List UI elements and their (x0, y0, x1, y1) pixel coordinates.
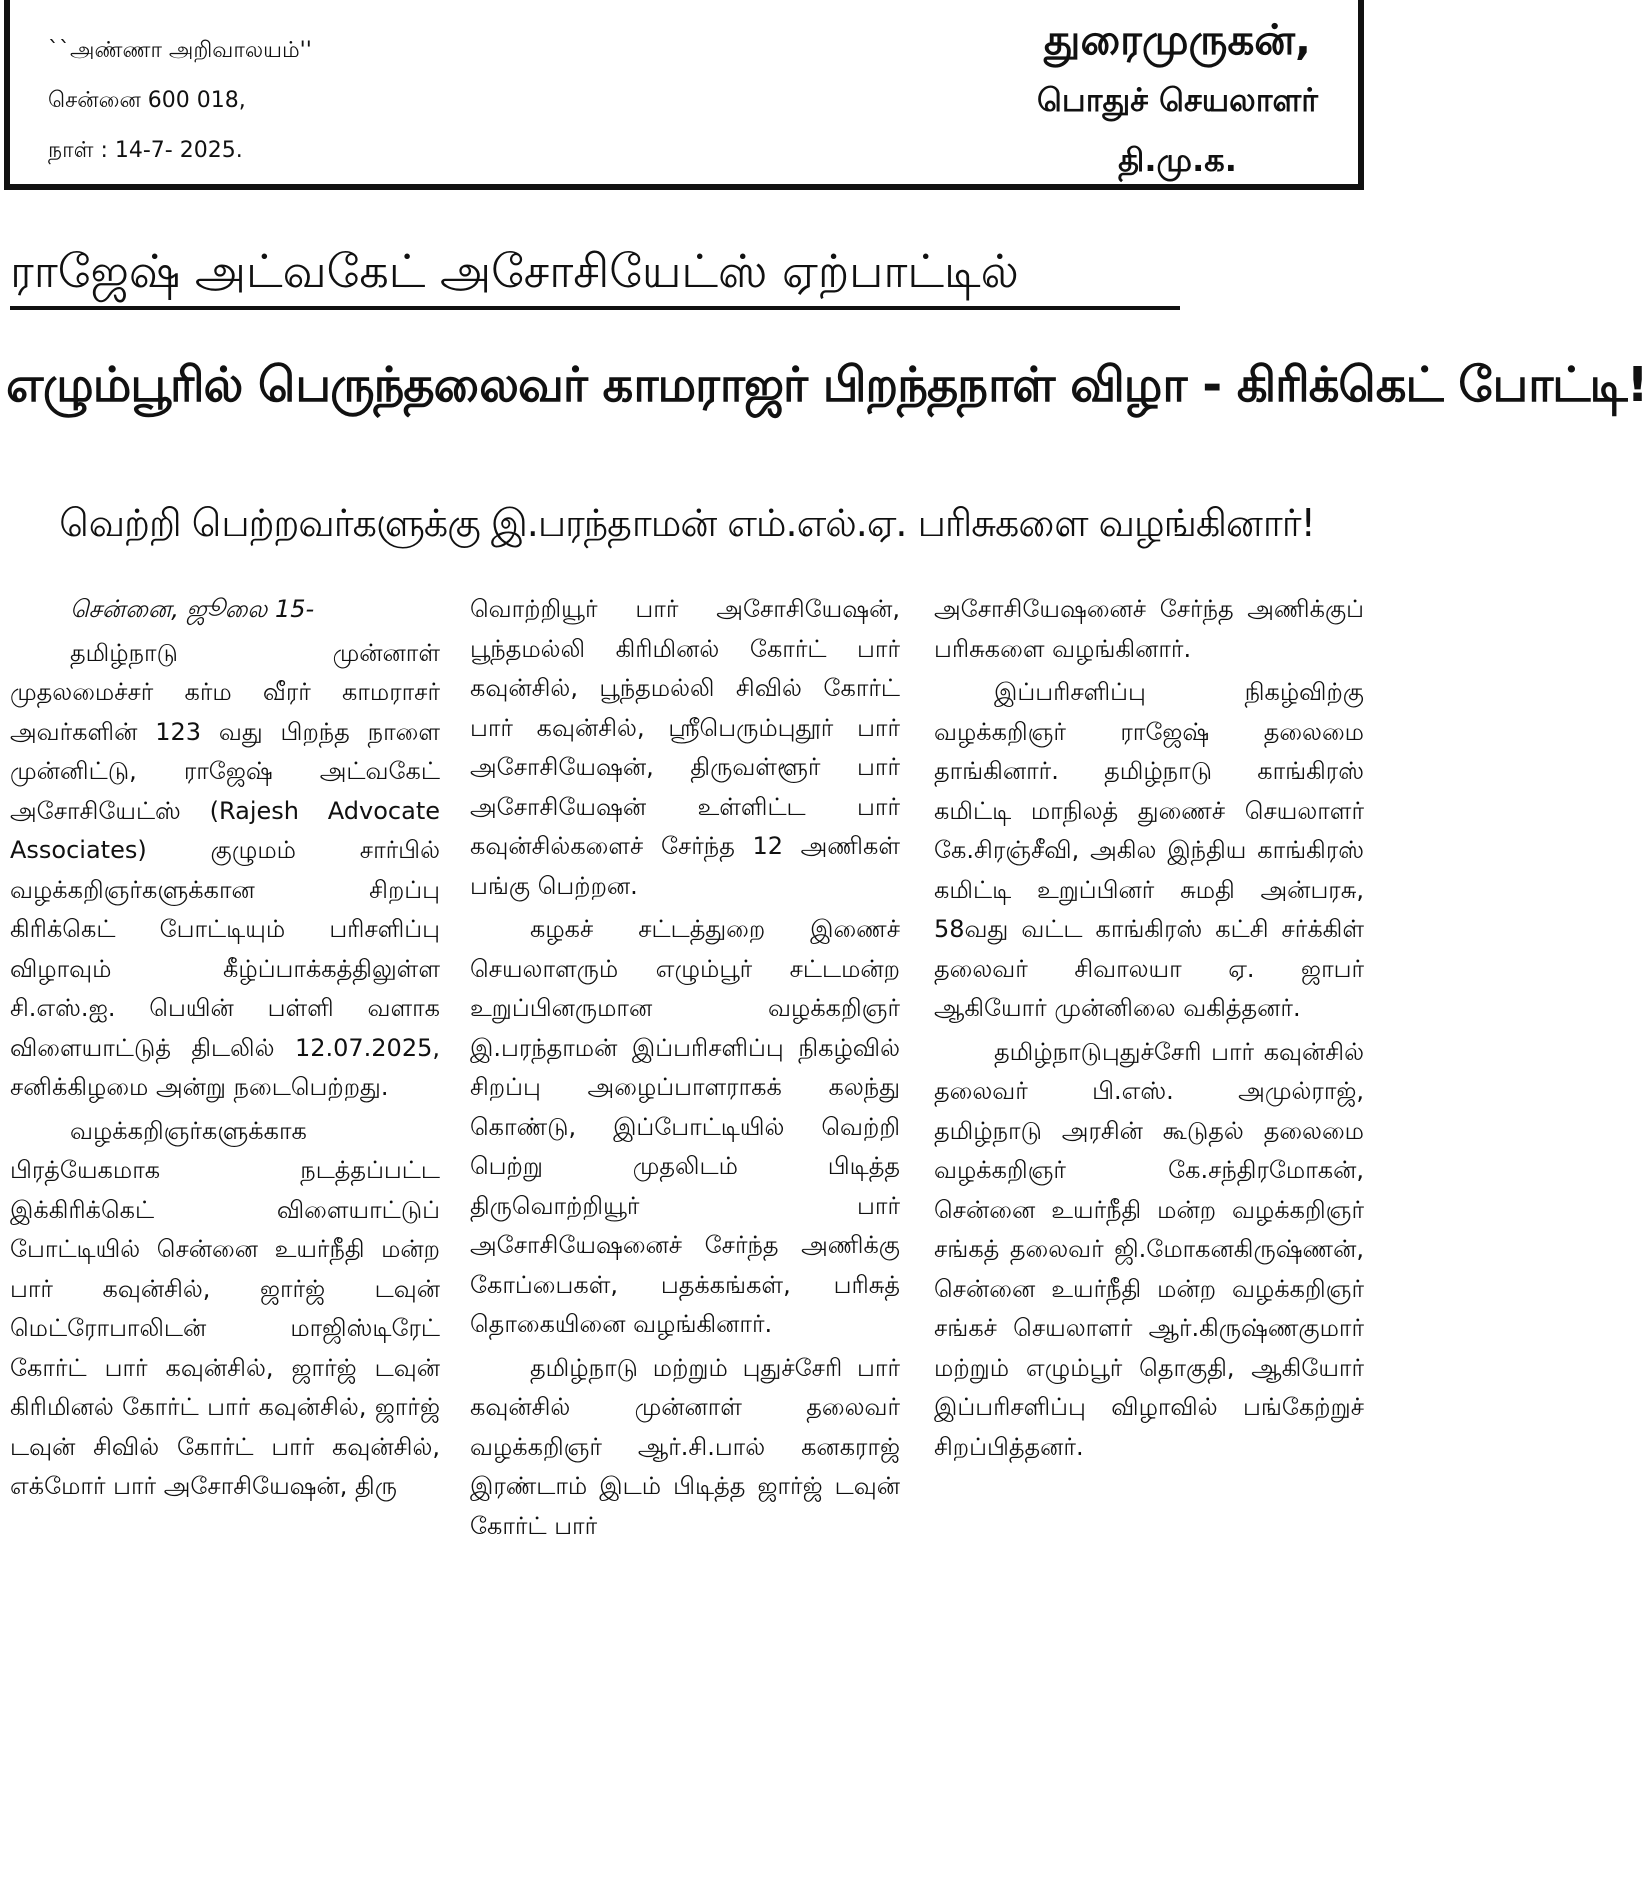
paragraph: இப்பரிசளிப்பு நிகழ்விற்கு வழக்கறிஞர் ராஜேஷ் தலைமை தாங்கினார். தமிழ்நாடு காங்கிரஸ் கமிட்டி மாநிலத் துணைச் செயலாளர் கே.சிரஞ்சீவி, அகில இந்திய காங்கிரஸ் கமிட்டி உறுப்பினர் சுமதி அன்பரசு, 58வது வட்ட காங்கிரஸ் கட்சி சர்க்கிள் தலைவர் சிவாலயா ஏ. ஜாபர் ஆகியோர் முன்னிலை வகித்தனர். (934, 678, 1364, 1022)
address-line-office: ``அண்ணா அறிவாலயம்'' (48, 38, 312, 63)
signatory-name: துரைமுருகன், (1044, 15, 1311, 64)
article-column-2 (470, 590, 900, 1902)
letter-date: நாள் : 14-7- 2025. (48, 138, 243, 163)
article-kicker: ராஜேஷ் அட்வகேட் அசோசியேட்ஸ் ஏற்பாட்டில் (10, 236, 1180, 310)
letterhead-address (48, 26, 312, 176)
paragraph: கழகச் சட்டத்துறை இணைச் செயலாளரும் எழும்பூர் சட்டமன்ற உறுப்பினருமான வழக்கறிஞர் இ.பரந்தாமன் இப்பரிசளிப்பு நிகழ்வில் சிறப்பு அழைப்பாளராகக் கலந்து கொண்டு, இப்போட்டியில் வெற்றி பெற்று முதலிடம் பிடித்த திருவொற்றியூர் பார் அசோசியேஷனைச் சேர்ந்த அணிக்கு கோப்பைகள், பதக்கங்கள், பரிசுத் தொகையினை வழங்கினார். (470, 915, 900, 1338)
paragraph: வொற்றியூர் பார் அசோசியேஷன், பூந்தமல்லி கிரிமினல் கோர்ட் பார் கவுன்சில், பூந்தமல்லி சிவில் கோர்ட் பார் கவுன்சில், ஸ்ரீபெரும்புதூர் பார் அசோசியேஷன், திருவள்ளூர் பார் அசோசியேஷன் உள்ளிட்ட பார் கவுன்சில்களைச் சேர்ந்த 12 அணிகள் பங்கு பெற்றன. (470, 595, 900, 900)
letterhead-signatory (1037, 10, 1318, 190)
letterhead-box (4, 0, 1364, 190)
paragraph: தமிழ்நாடு மற்றும் புதுச்சேரி பார் கவுன்சில் முன்னாள் தலைவர் வழக்கறிஞர் ஆர்.சி.பால் கனகராஜ் இரண்டாம் இடம் பிடித்த ஜார்ஜ் டவுன் கோர்ட் பார் (470, 1353, 900, 1540)
article-deck: வெற்றி பெற்றவர்களுக்கு இ.பரந்தாமன் எம்.எல்.ஏ. பரிசுகளை வழங்கினார்! (59, 501, 1315, 545)
signatory-role: பொதுச் செயலாளர் (1037, 81, 1318, 119)
paragraph: தமிழ்நாடு முன்னாள் முதலமைச்சர் கர்ம வீரர் காமராசர் அவர்களின் 123 வது பிறந்த நாளை முன்னிட்டு, ராஜேஷ் அட்வகேட் அசோசியேட்ஸ் (Rajesh Advocate Associates) குழுமம் சார்பில் வழக்கறிஞர்களுக்கான சிறப்பு கிரிக்கெட் போட்டியும் பரிசளிப்பு விழாவும் கீழ்ப்பாக்கத்திலுள்ள சி.எஸ்.ஐ. பெயின் பள்ளி வளாக விளையாட்டுத் திடலில் 12.07.2025, சனிக்கிழமை அன்று நடைபெற்றது. (10, 638, 440, 1101)
paragraph: தமிழ்நாடுபுதுச்சேரி பார் கவுன்சில் தலைவர் பி.எஸ். அமுல்ராஜ், தமிழ்நாடு அரசின் கூடுதல் தலைமை வழக்கறிஞர் கே.சந்திரமோகன், சென்னை உயர்நீதி மன்ற வழக்கறிஞர் சங்கத் தலைவர் ஜி.மோகனகிருஷ்ணன், சென்னை உயர்நீதி மன்ற வழக்கறிஞர் சங்கச் செயலாளர் ஆர்.கிருஷ்ணகுமார் மற்றும் எழும்பூர் தொகுதி, ஆகியோர் இப்பரிசளிப்பு விழாவில் பங்கேற்றுச் சிறப்பித்தனர். (934, 1037, 1364, 1461)
signatory-party: தி.மு.க. (1118, 141, 1237, 179)
paragraph: அசோசியேஷனைச் சேர்ந்த அணிக்குப் பரிசுகளை வழங்கினார். (934, 595, 1364, 663)
paragraph: வழக்கறிஞர்களுக்காக பிரத்யேகமாக நடத்தப்பட்ட இக்கிரிக்கெட் விளையாட்டுப் போட்டியில் சென்னை உயர்நீதி மன்ற பார் கவுன்சில், ஜார்ஜ் டவுன் மெட்ரோபாலிடன் மாஜிஸ்டிரேட் கோர்ட் பார் கவுன்சில், ஜார்ஜ் டவுன் கிரிமினல் கோர்ட் பார் கவுன்சில், ஜார்ஜ் டவுன் சிவில் கோர்ட் பார் கவுன்சில், எக்மோர் பார் அசோசியேஷன், திரு (10, 1116, 440, 1500)
article-column-1 (10, 590, 440, 1902)
article-column-3 (934, 590, 1364, 1902)
article-dateline: சென்னை, ஜூலை 15- (70, 595, 315, 623)
article-headline: எழும்பூரில் பெருந்தலைவர் காமராஜர் பிறந்தநாள் விழா - கிரிக்கெட் போட்டி! (6, 357, 1648, 413)
address-line-city: சென்னை 600 018, (48, 88, 246, 113)
